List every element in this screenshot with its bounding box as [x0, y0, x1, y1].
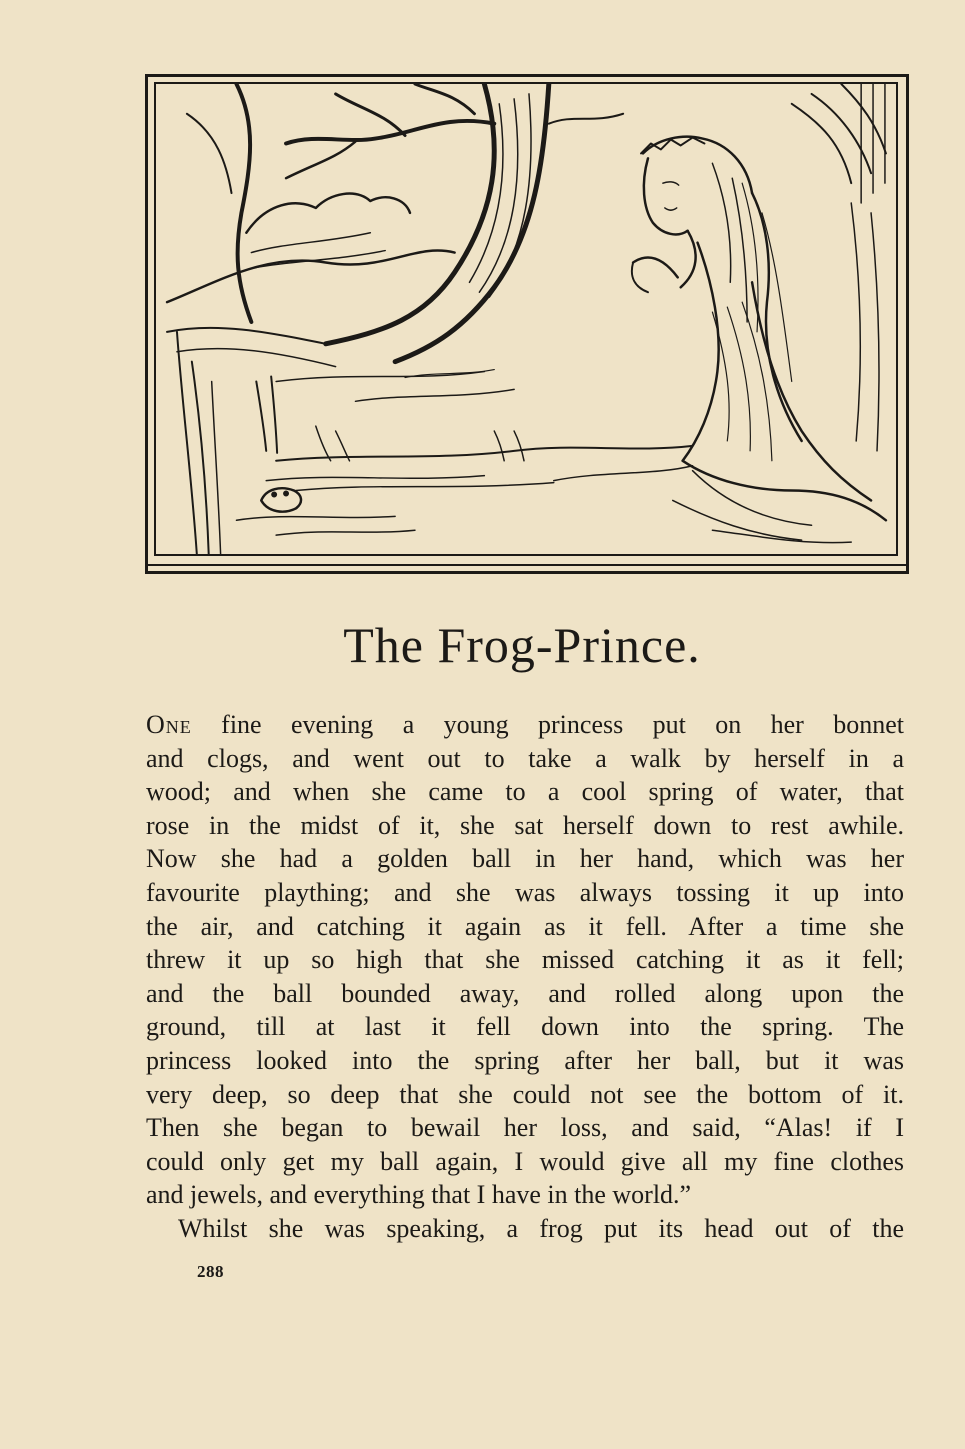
- text-line: ground, till at last it fell down into the spring. The: [146, 1012, 904, 1042]
- illustration-bottom-rule: [145, 564, 909, 566]
- text-line-content: fine evening a young princess put on her bonnet: [191, 710, 904, 739]
- text-line: and clogs, and went out to take a walk by herself in a: [146, 743, 904, 773]
- text-line: very deep, so deep that she could not see the bottom of it.: [146, 1079, 904, 1109]
- text-line: and jewels, and everything that I have in the world.”: [146, 1180, 692, 1210]
- princess-by-spring-illustration: [156, 84, 896, 554]
- text-line: could only get my ball again, I would give all my fine clothes: [146, 1146, 904, 1176]
- chapter-title: The Frog-Prince.: [343, 617, 701, 673]
- body-text: [146, 708, 904, 1246]
- text-line: threw it up so high that she missed catching it as it fell;: [146, 945, 904, 975]
- text-line: [146, 708, 904, 742]
- text-line: favourite plaything; and she was always tossing it up into: [146, 877, 904, 907]
- text-line: princess looked into the spring after her ball, but it was: [146, 1045, 904, 1075]
- text-line: the air, and catching it again as it fell. After a time she: [146, 911, 904, 941]
- text-line: Now she had a golden ball in her hand, which was her: [146, 844, 904, 874]
- text-line: Whilst she was speaking, a frog put its head out of the: [178, 1213, 904, 1243]
- text-line: wood; and when she came to a cool spring of water, that: [146, 777, 904, 807]
- illustration-frame: [154, 82, 898, 556]
- opening-word: One: [146, 710, 192, 739]
- text-line: and the ball bounded away, and rolled along upon the: [146, 978, 904, 1008]
- text-line: Then she began to bewail her loss, and said, “Alas! if I: [146, 1113, 904, 1143]
- page-number: 288: [197, 1262, 224, 1281]
- text-line: rose in the midst of it, she sat herself down to rest awhile.: [146, 810, 904, 840]
